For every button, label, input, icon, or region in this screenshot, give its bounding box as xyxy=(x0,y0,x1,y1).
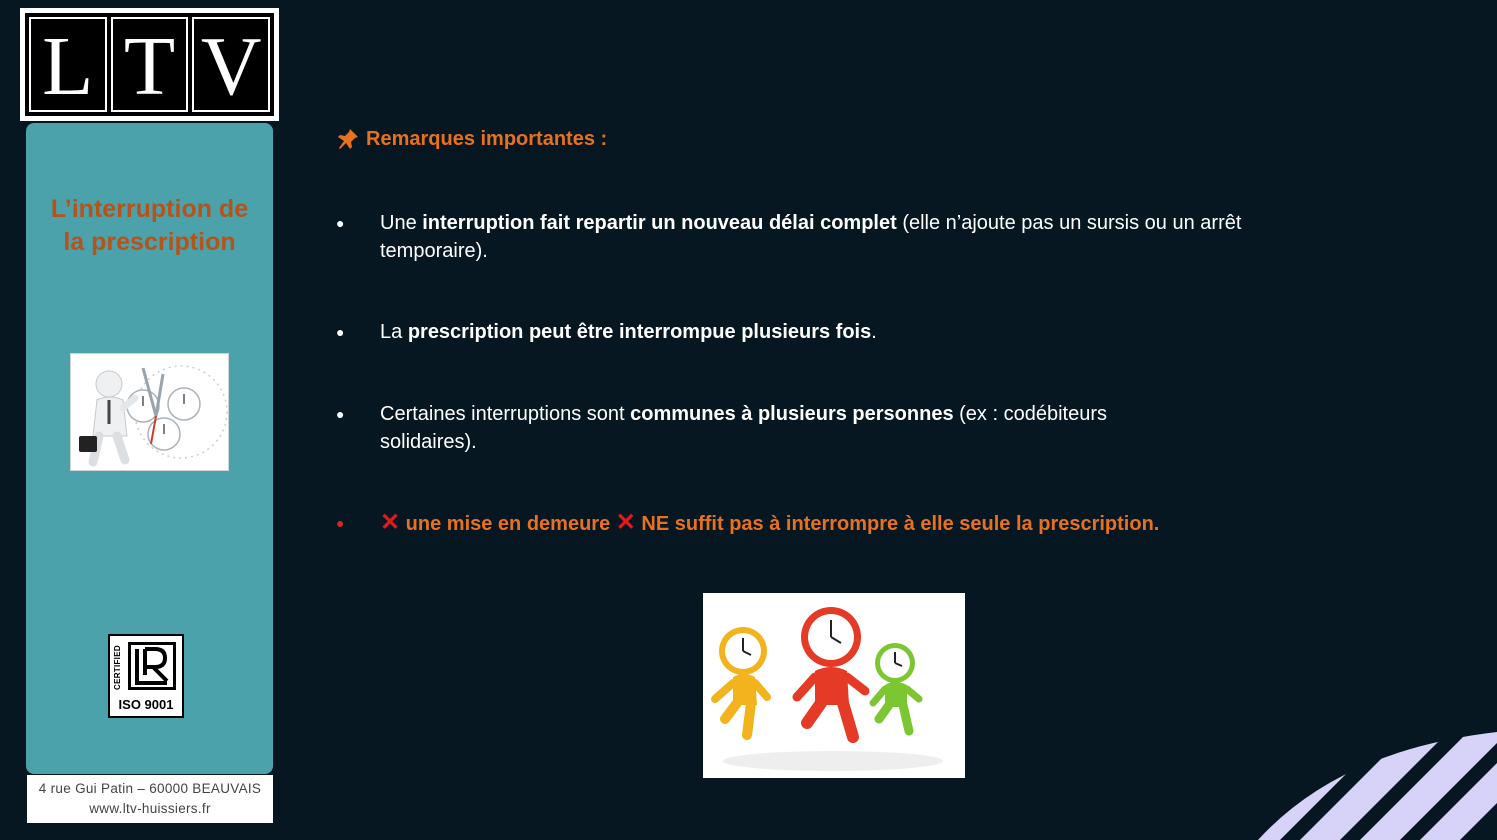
sidebar-title-line2: la prescription xyxy=(63,228,236,256)
ltv-logo xyxy=(20,8,279,121)
sidebar-panel xyxy=(26,123,273,774)
cross-icon: ✕ xyxy=(615,509,636,536)
lr-logo-icon xyxy=(128,642,176,690)
pushpin-icon xyxy=(336,127,360,151)
clock-businessman-image xyxy=(70,353,229,471)
logo-letter-t: T xyxy=(111,17,189,112)
bullet-dot: ● xyxy=(336,406,345,422)
iso-9001-label: ISO 9001 xyxy=(118,697,174,712)
list-item xyxy=(336,209,1296,265)
logo-frame xyxy=(25,13,274,116)
sidebar-title xyxy=(26,193,273,259)
sidebar-title-line1: L’interruption de xyxy=(50,195,249,223)
list-item xyxy=(336,318,1296,346)
bullet-text: ✕ une mise en demeure ✕ NE suffit pas à interrompre à elle seule la prescription. xyxy=(380,509,1160,536)
bullet-text: Une interruption fait repartir un nouveau délai complet (elle n’ajoute pas un sursis ou un arrêt temporaire). xyxy=(380,212,1242,262)
iso-certification-badge xyxy=(108,634,184,718)
certified-label: CERTIFIED xyxy=(113,645,122,691)
decorative-stripes xyxy=(1240,730,1497,840)
logo-letter-l: L xyxy=(29,17,107,112)
section-heading xyxy=(336,127,607,151)
clock-businessman-illustration xyxy=(71,354,228,470)
address-line: 4 rue Gui Patin – 60000 BEAUVAIS xyxy=(38,781,262,796)
logo-letter-v: V xyxy=(192,17,270,112)
cross-icon: ✕ xyxy=(380,509,401,536)
list-item-warning xyxy=(336,509,1296,538)
bullet-dot: ● xyxy=(336,324,345,340)
bullet-text: La prescription peut être interrompue plusieurs fois. xyxy=(380,321,877,343)
running-clocks-image xyxy=(703,593,965,778)
website-line: www.ltv-huissiers.fr xyxy=(89,801,211,816)
bullet-dot: ● xyxy=(336,515,345,531)
running-clocks-illustration xyxy=(703,593,965,778)
list-item xyxy=(336,400,1206,456)
address-box xyxy=(27,775,273,823)
heading-text: Remarques importantes : xyxy=(366,127,608,150)
bullet-dot: ● xyxy=(336,215,345,231)
bullet-text: Certaines interruptions sont communes à plusieurs personnes (ex : codébiteurs solidaires). xyxy=(380,403,1107,453)
